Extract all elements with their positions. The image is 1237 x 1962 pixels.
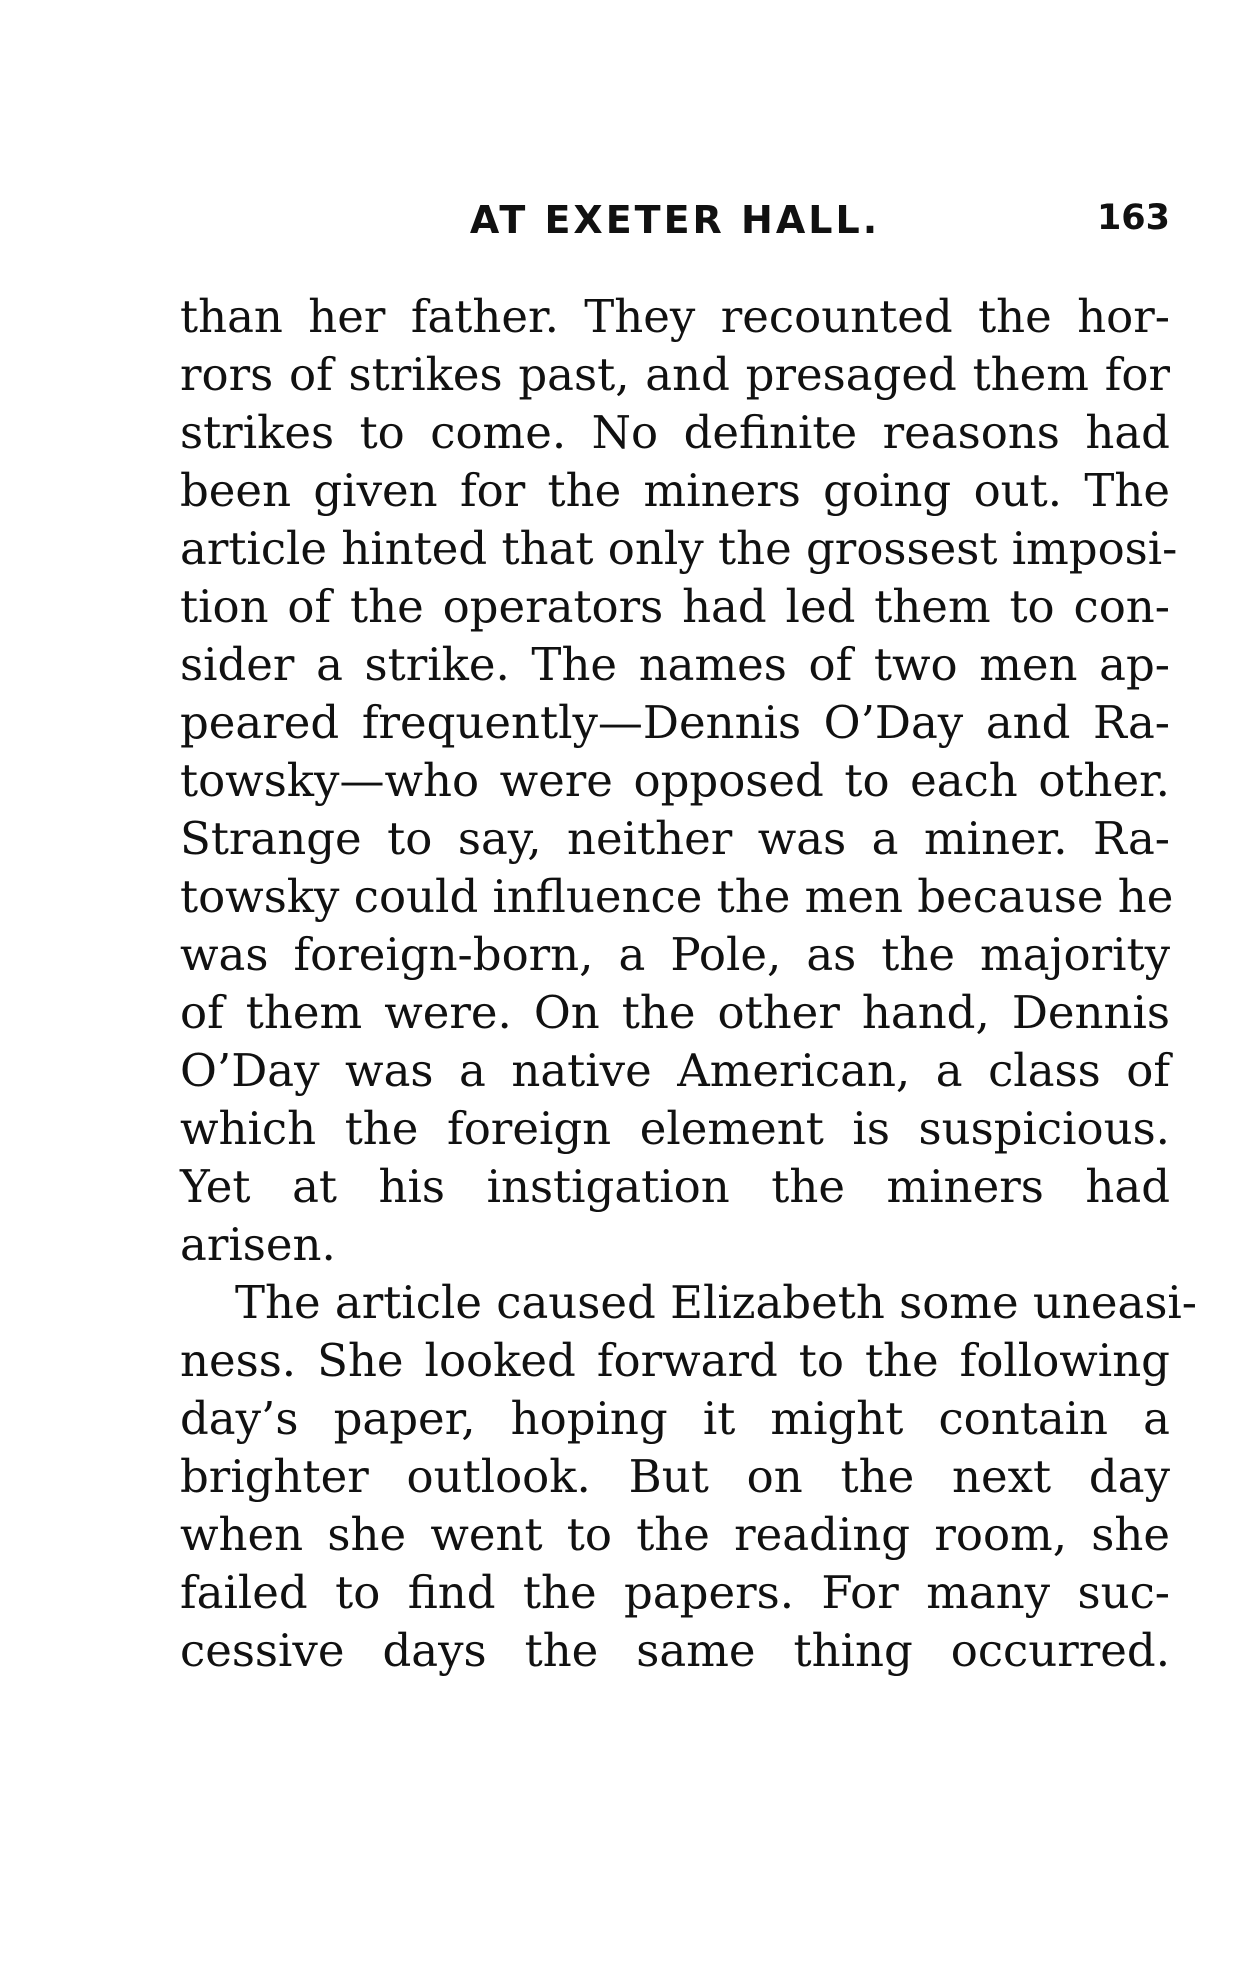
text-line: cessive days the same thing occurred.	[180, 1624, 1170, 1677]
running-title: AT EXETER HALL.	[469, 198, 881, 242]
text-line: Yet at his instigation the miners had	[180, 1160, 1170, 1213]
text-line: strikes to come. No definite reasons had	[180, 406, 1170, 459]
text-line: The article caused Elizabeth some uneasi-	[235, 1276, 1198, 1329]
text-line: peared frequently—Dennis O’Day and Ra-	[180, 696, 1170, 749]
text-line: when she went to the reading room, she	[180, 1508, 1170, 1561]
text-line: ness. She looked forward to the following	[180, 1334, 1170, 1387]
text-line: than her father. They recounted the hor-	[180, 290, 1170, 343]
paragraph-2	[180, 1274, 1198, 1680]
paragraph-1	[180, 288, 1178, 1274]
text-line: sider a strike. The names of two men ap-	[180, 638, 1170, 691]
text-line: tion of the operators had led them to con-	[180, 580, 1170, 633]
text-line: O’Day was a native American, a class of	[180, 1044, 1170, 1097]
text-line: rors of strikes past, and presaged them for	[180, 348, 1170, 401]
text-line: article hinted that only the grossest imposi-	[180, 522, 1178, 575]
text-line: Strange to say, neither was a miner. Ra-	[180, 812, 1170, 865]
body-text	[180, 288, 1198, 1680]
text-line: brighter outlook. But on the next day	[180, 1450, 1170, 1503]
text-line: day’s paper, hoping it might contain a	[180, 1392, 1170, 1445]
page-header	[180, 198, 1170, 248]
text-line: been given for the miners going out. The	[180, 464, 1170, 517]
text-line: of them were. On the other hand, Dennis	[180, 986, 1170, 1039]
text-line: towsky—who were opposed to each other.	[180, 754, 1170, 807]
text-line: was foreign-born, a Pole, as the majority	[180, 928, 1170, 981]
text-line: which the foreign element is suspicious.	[180, 1102, 1170, 1155]
text-line: failed to find the papers. For many suc-	[180, 1566, 1170, 1619]
text-line: arisen.	[180, 1218, 336, 1271]
page-number: 163	[1096, 198, 1170, 238]
text-line: towsky could influence the men because he	[180, 870, 1174, 923]
